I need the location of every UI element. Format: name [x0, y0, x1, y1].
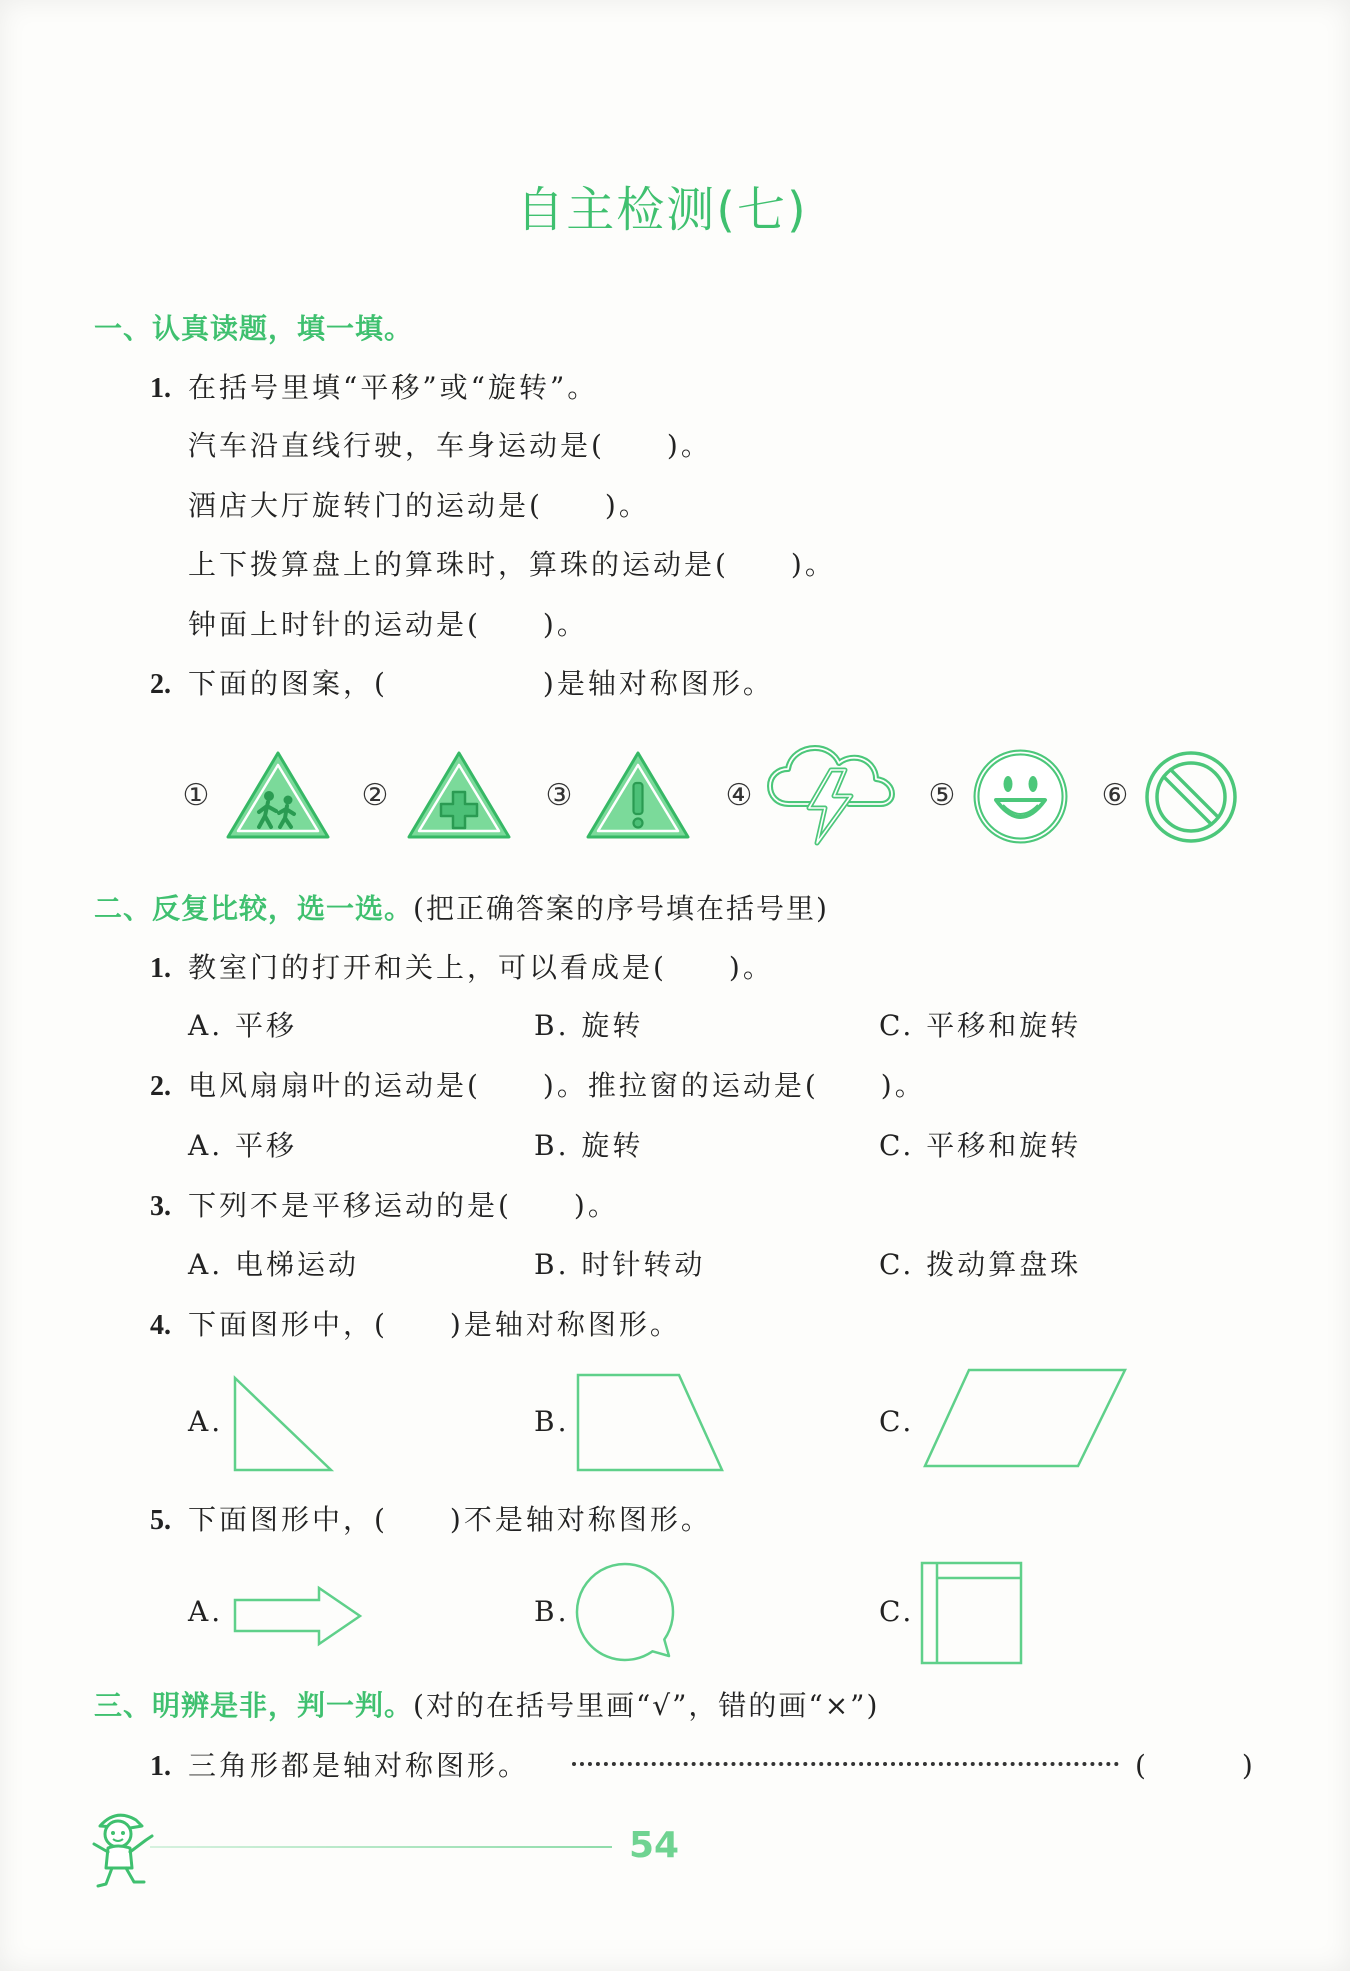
option-a-label: A.: [188, 1595, 224, 1628]
question-number: 2.: [150, 669, 171, 700]
option-c: C. 拨动算盘珠: [879, 1248, 1082, 1281]
option-b: B. 旋转: [534, 1009, 644, 1042]
figure-label: ①: [182, 778, 210, 813]
question-prompt: 下面图形中，( )是轴对称图形。: [188, 1308, 681, 1341]
figure-label: ⑤: [928, 778, 956, 813]
option-b-label: B.: [534, 1595, 570, 1628]
parallelogram-icon: [920, 1365, 1131, 1472]
option-c: C. 平移和旋转: [879, 1009, 1082, 1042]
section-2-question-3: [150, 1188, 619, 1224]
page-number: 54: [628, 1825, 680, 1866]
option-b-label: B.: [534, 1405, 570, 1438]
section-2-header: [94, 891, 829, 927]
option-a: A. 平移: [188, 1009, 298, 1042]
thunderstorm-cloud-icon: [765, 742, 897, 848]
option-a: A. 电梯运动: [188, 1248, 360, 1281]
question-prompt: 教室门的打开和关上，可以看成是( )。: [188, 951, 774, 984]
question-prompt: 下列不是平移运动的是( )。: [188, 1189, 619, 1222]
fill-in-item: 钟面上时针的运动是( )。: [188, 608, 588, 641]
question-prompt: 电风扇扇叶的运动是( )。推拉窗的运动是( )。: [188, 1069, 926, 1102]
footer-divider: [150, 1846, 612, 1848]
question-number: 1.: [150, 373, 171, 404]
question-number: 5.: [150, 1505, 171, 1536]
square-with-lines-icon: [917, 1558, 1027, 1668]
answer-blank: ( ): [1135, 1749, 1256, 1782]
figure-label: ④: [725, 778, 753, 813]
prohibition-sign-icon: [1144, 750, 1238, 844]
question-prompt: 下面的图案，( )是轴对称图形。: [188, 667, 774, 700]
section-2-question-5: [150, 1502, 712, 1538]
section-1-question-1: [150, 370, 598, 406]
plus-warning-sign-icon: [406, 750, 512, 840]
option-b: B. 旋转: [534, 1129, 644, 1162]
question-number: 4.: [150, 1310, 171, 1341]
section-3-question-1: [150, 1748, 529, 1784]
right-trapezoid-icon: [573, 1370, 728, 1476]
right-triangle-icon: [230, 1372, 338, 1476]
section-1-question-2: [150, 666, 774, 702]
cartoon-mascot-icon: [86, 1806, 158, 1890]
option-c-label: C.: [879, 1405, 915, 1438]
section-2-heading: 二、反复比较，选一选。: [94, 892, 414, 925]
section-1-heading: 一、认真读题，填一填。: [94, 312, 414, 345]
question-number: 3.: [150, 1191, 171, 1222]
section-2-question-4: [150, 1307, 681, 1343]
question-number: 1.: [150, 953, 171, 984]
figure-label: ②: [361, 778, 389, 813]
section-3-heading: 三、明辨是非，判一判。: [94, 1689, 414, 1722]
question-prompt: 三角形都是轴对称图形。: [188, 1749, 530, 1782]
figure-label: ③: [545, 778, 573, 813]
page-title: 自主检测(七): [516, 182, 808, 238]
option-a-label: A.: [188, 1405, 224, 1438]
section-2-question-2: [150, 1068, 926, 1104]
section-2-instruction: (把正确答案的序号填在括号里): [413, 892, 829, 925]
option-c: C. 平移和旋转: [879, 1129, 1082, 1162]
option-b: B. 时针转动: [534, 1248, 706, 1281]
question-number: 1.: [150, 1751, 171, 1782]
section-1-header: [94, 311, 413, 347]
children-crossing-warning-sign-icon: [225, 750, 331, 840]
fill-in-item: 酒店大厅旋转门的运动是( )。: [188, 489, 650, 522]
arrow-right-icon: [230, 1583, 366, 1649]
question-number: 2.: [150, 1071, 171, 1102]
figure-label: ⑥: [1101, 778, 1129, 813]
smiley-face-icon: [972, 748, 1069, 845]
question-prompt: 下面图形中，( )不是轴对称图形。: [188, 1503, 712, 1536]
option-a: A. 平移: [188, 1129, 298, 1162]
section-3-header: [94, 1688, 879, 1724]
dotted-leader: [572, 1762, 1119, 1766]
fill-in-item: 上下拨算盘上的算珠时，算珠的运动是( )。: [188, 548, 836, 581]
question-prompt: 在括号里填“平移”或“旋转”。: [188, 371, 599, 404]
notched-circle-icon: [570, 1557, 682, 1669]
fill-in-item: 汽车沿直线行驶，车身运动是( )。: [188, 429, 712, 462]
section-2-question-1: [150, 950, 774, 986]
option-c-label: C.: [879, 1595, 915, 1628]
section-3-instruction: (对的在括号里画“√”，错的画“×”): [413, 1689, 880, 1722]
exclamation-warning-sign-icon: [585, 750, 691, 840]
